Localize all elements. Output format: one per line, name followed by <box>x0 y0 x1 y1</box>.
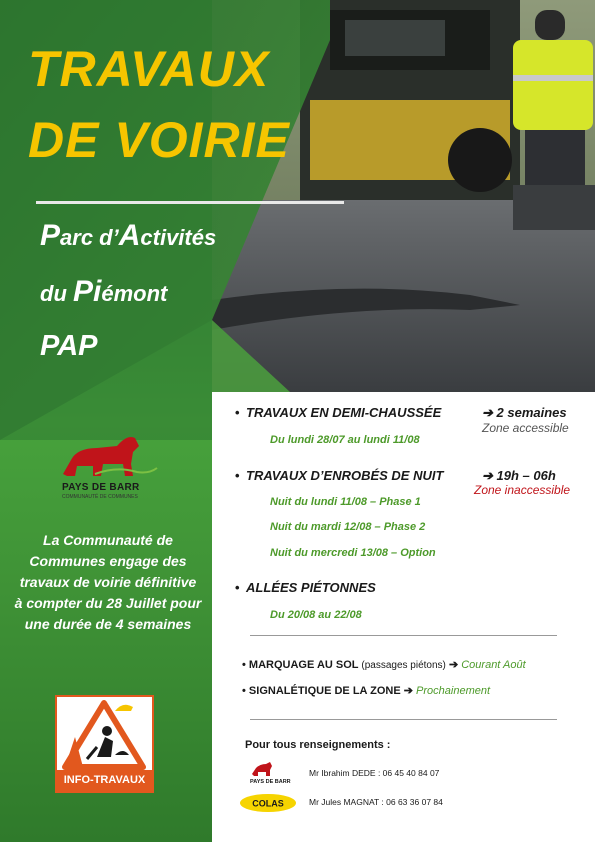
divider-2 <box>250 719 557 720</box>
section-2-date-3: Nuit du mercredi 13/08 – Option <box>270 547 436 559</box>
schedule-panel <box>212 392 595 842</box>
section-1-duration: ➔ 2 semaines <box>482 405 567 420</box>
contact-2: Mr Jules MAGNAT : 06 63 36 07 84 <box>309 797 443 807</box>
section-2-title: TRAVAUX D’ENROBÉS DE NUIT <box>246 468 444 483</box>
title-line-2: DE VOIRIE <box>28 112 290 168</box>
colas-logo <box>239 793 297 813</box>
section-1-title: TRAVAUX EN DEMI-CHAUSSÉE <box>246 405 442 420</box>
section-2-date-2: Nuit du mardi 12/08 – Phase 2 <box>270 521 426 533</box>
subtitle-line-2: du Piémont <box>40 275 168 308</box>
title-divider <box>36 201 344 204</box>
road-work-sign-icon <box>57 697 152 771</box>
section-3-date: Du 20/08 au 22/08 <box>270 609 362 621</box>
section-2-date-1: Nuit du lundi 11/08 – Phase 1 <box>270 496 421 508</box>
section-3-title: ALLÉES PIÉTONNES <box>246 580 376 595</box>
info-travaux-label: INFO-TRAVAUX <box>57 770 152 791</box>
contacts-heading: Pour tous renseignements : <box>245 739 391 751</box>
task-signaletique: • SIGNALÉTIQUE DE LA ZONE ➔ Prochainement <box>242 685 491 697</box>
bullet-icon: • <box>235 405 240 420</box>
task-marquage: • MARQUAGE AU SOL (passages piétons) ➔ Courant Août <box>242 659 526 671</box>
section-1-date: Du lundi 28/07 au lundi 11/08 <box>270 434 420 446</box>
svg-text:COLAS: COLAS <box>252 798 284 809</box>
section-1-note: Zone accessible <box>482 421 569 435</box>
logo-tagline: COMMUNAUTÉ DE COMMUNES <box>62 494 138 500</box>
intro-text: La Communauté de Communes engage des travaux de voirie définitive à compter du 28 Juillet pour une durée de 4 semaines <box>14 532 202 632</box>
subtitle-line-1: Parc d’Activités <box>40 219 217 252</box>
svg-text:PAYS DE BARR: PAYS DE BARR <box>250 779 291 785</box>
contact-1: Mr Ibrahim DEDE : 06 45 40 84 07 <box>309 768 440 778</box>
section-2-duration: ➔ 19h – 06h <box>482 468 556 483</box>
bullet-icon: • <box>235 580 240 595</box>
section-2-note: Zone inaccessible <box>474 483 571 497</box>
subtitle-line-3: PAP <box>40 330 98 362</box>
divider-1 <box>250 635 557 636</box>
pays-de-barr-mini-logo <box>248 758 291 786</box>
bullet-icon: • <box>235 468 240 483</box>
title-line-1: TRAVAUX <box>28 41 270 97</box>
logo-name: PAYS DE BARR <box>62 482 140 493</box>
info-travaux-badge <box>55 695 154 793</box>
